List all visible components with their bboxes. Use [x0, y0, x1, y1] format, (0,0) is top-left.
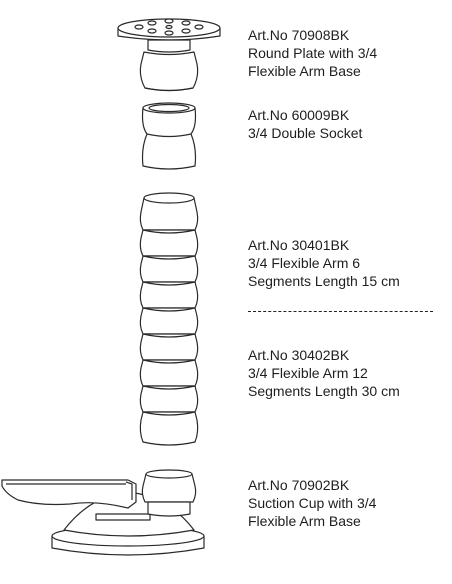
article-number: Art.No 60009BK: [248, 107, 350, 123]
part-description-line: 3/4 Flexible Arm 12: [248, 365, 368, 381]
part-description-line: Round Plate with 3/4: [248, 45, 378, 61]
part-label-double-socket: [248, 106, 362, 142]
article-number: Art.No 70902BK: [248, 477, 350, 493]
part-description-line: Flexible Arm Base: [248, 63, 361, 79]
round-plate-illustration: [118, 19, 220, 91]
part-label-flexible-arm-12: [248, 346, 400, 400]
separator-dashed-line: [248, 311, 433, 312]
flexible-arm-illustration: [140, 193, 197, 445]
part-label-round-plate: [248, 26, 377, 80]
suction-cup-illustration: [2, 470, 204, 555]
part-label-suction-cup: [248, 476, 376, 530]
part-description-line: 3/4 Double Socket: [248, 125, 363, 141]
part-description-line: Segments Length 30 cm: [248, 383, 400, 399]
part-description-line: 3/4 Flexible Arm 6: [248, 255, 361, 271]
part-description-line: Flexible Arm Base: [248, 513, 361, 529]
part-label-flexible-arm-6: [248, 236, 400, 290]
article-number: Art.No 30402BK: [248, 347, 350, 363]
double-socket-illustration: [143, 103, 196, 169]
part-description-line: Segments Length 15 cm: [248, 273, 400, 289]
part-description-line: Suction Cup with 3/4: [248, 495, 377, 511]
article-number: Art.No 70908BK: [248, 27, 350, 43]
article-number: Art.No 30401BK: [248, 237, 350, 253]
